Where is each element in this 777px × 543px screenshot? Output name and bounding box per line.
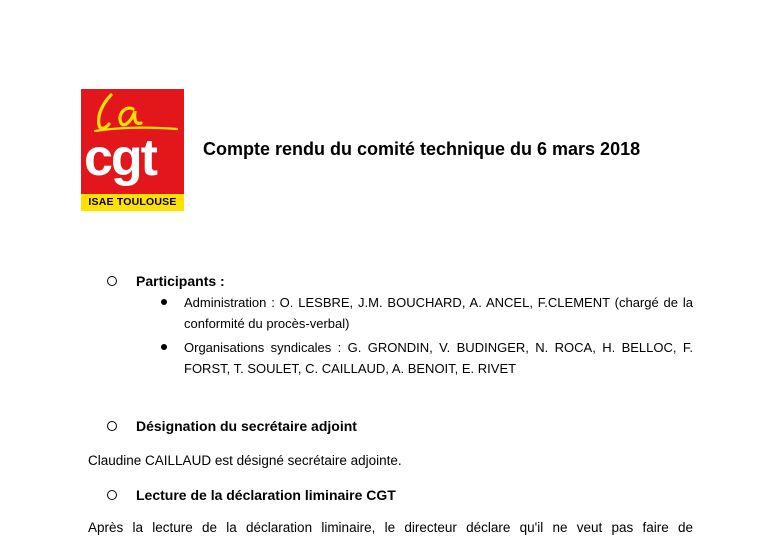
cgt-logo-graphic xyxy=(81,89,184,194)
list-item: Organisations syndicales : G. GRONDIN, V. BUDINGER, N. ROCA, H. BELLOC, F. FORST, T. SOULET, C. CAILLAUD, A. BENOIT, E. RIVET xyxy=(160,337,693,379)
participants-list xyxy=(160,292,693,379)
hollow-circle-bullet-icon xyxy=(107,421,117,431)
cgt-logo xyxy=(81,89,184,211)
section-heading-label: Lecture de la déclaration liminaire CGT xyxy=(136,487,396,503)
section-heading-lecture xyxy=(107,487,396,503)
section-heading-label: Désignation du secrétaire adjoint xyxy=(136,418,357,434)
logo-band-label: ISAE TOULOUSE xyxy=(81,194,184,211)
hollow-circle-bullet-icon xyxy=(107,490,117,500)
document-title: Compte rendu du comité technique du 6 mars 2018 xyxy=(203,139,641,159)
lecture-paragraph: Après la lecture de la déclaration liminaire, le directeur déclare qu'il ne veut pas faire de xyxy=(88,520,693,535)
hollow-circle-bullet-icon xyxy=(107,276,117,286)
section-heading-participants xyxy=(107,273,225,289)
cgt-wordmark: cgt xyxy=(84,129,156,187)
list-item: Administration : O. LESBRE, J.M. BOUCHARD, A. ANCEL, F.CLEMENT (chargé de la conformité du procès-verbal) xyxy=(160,292,693,334)
section-heading-secretaire xyxy=(107,418,357,434)
secretaire-paragraph: Claudine CAILLAUD est désigné secrétaire adjointe. xyxy=(88,453,402,468)
section-heading-label: Participants : xyxy=(136,273,225,289)
